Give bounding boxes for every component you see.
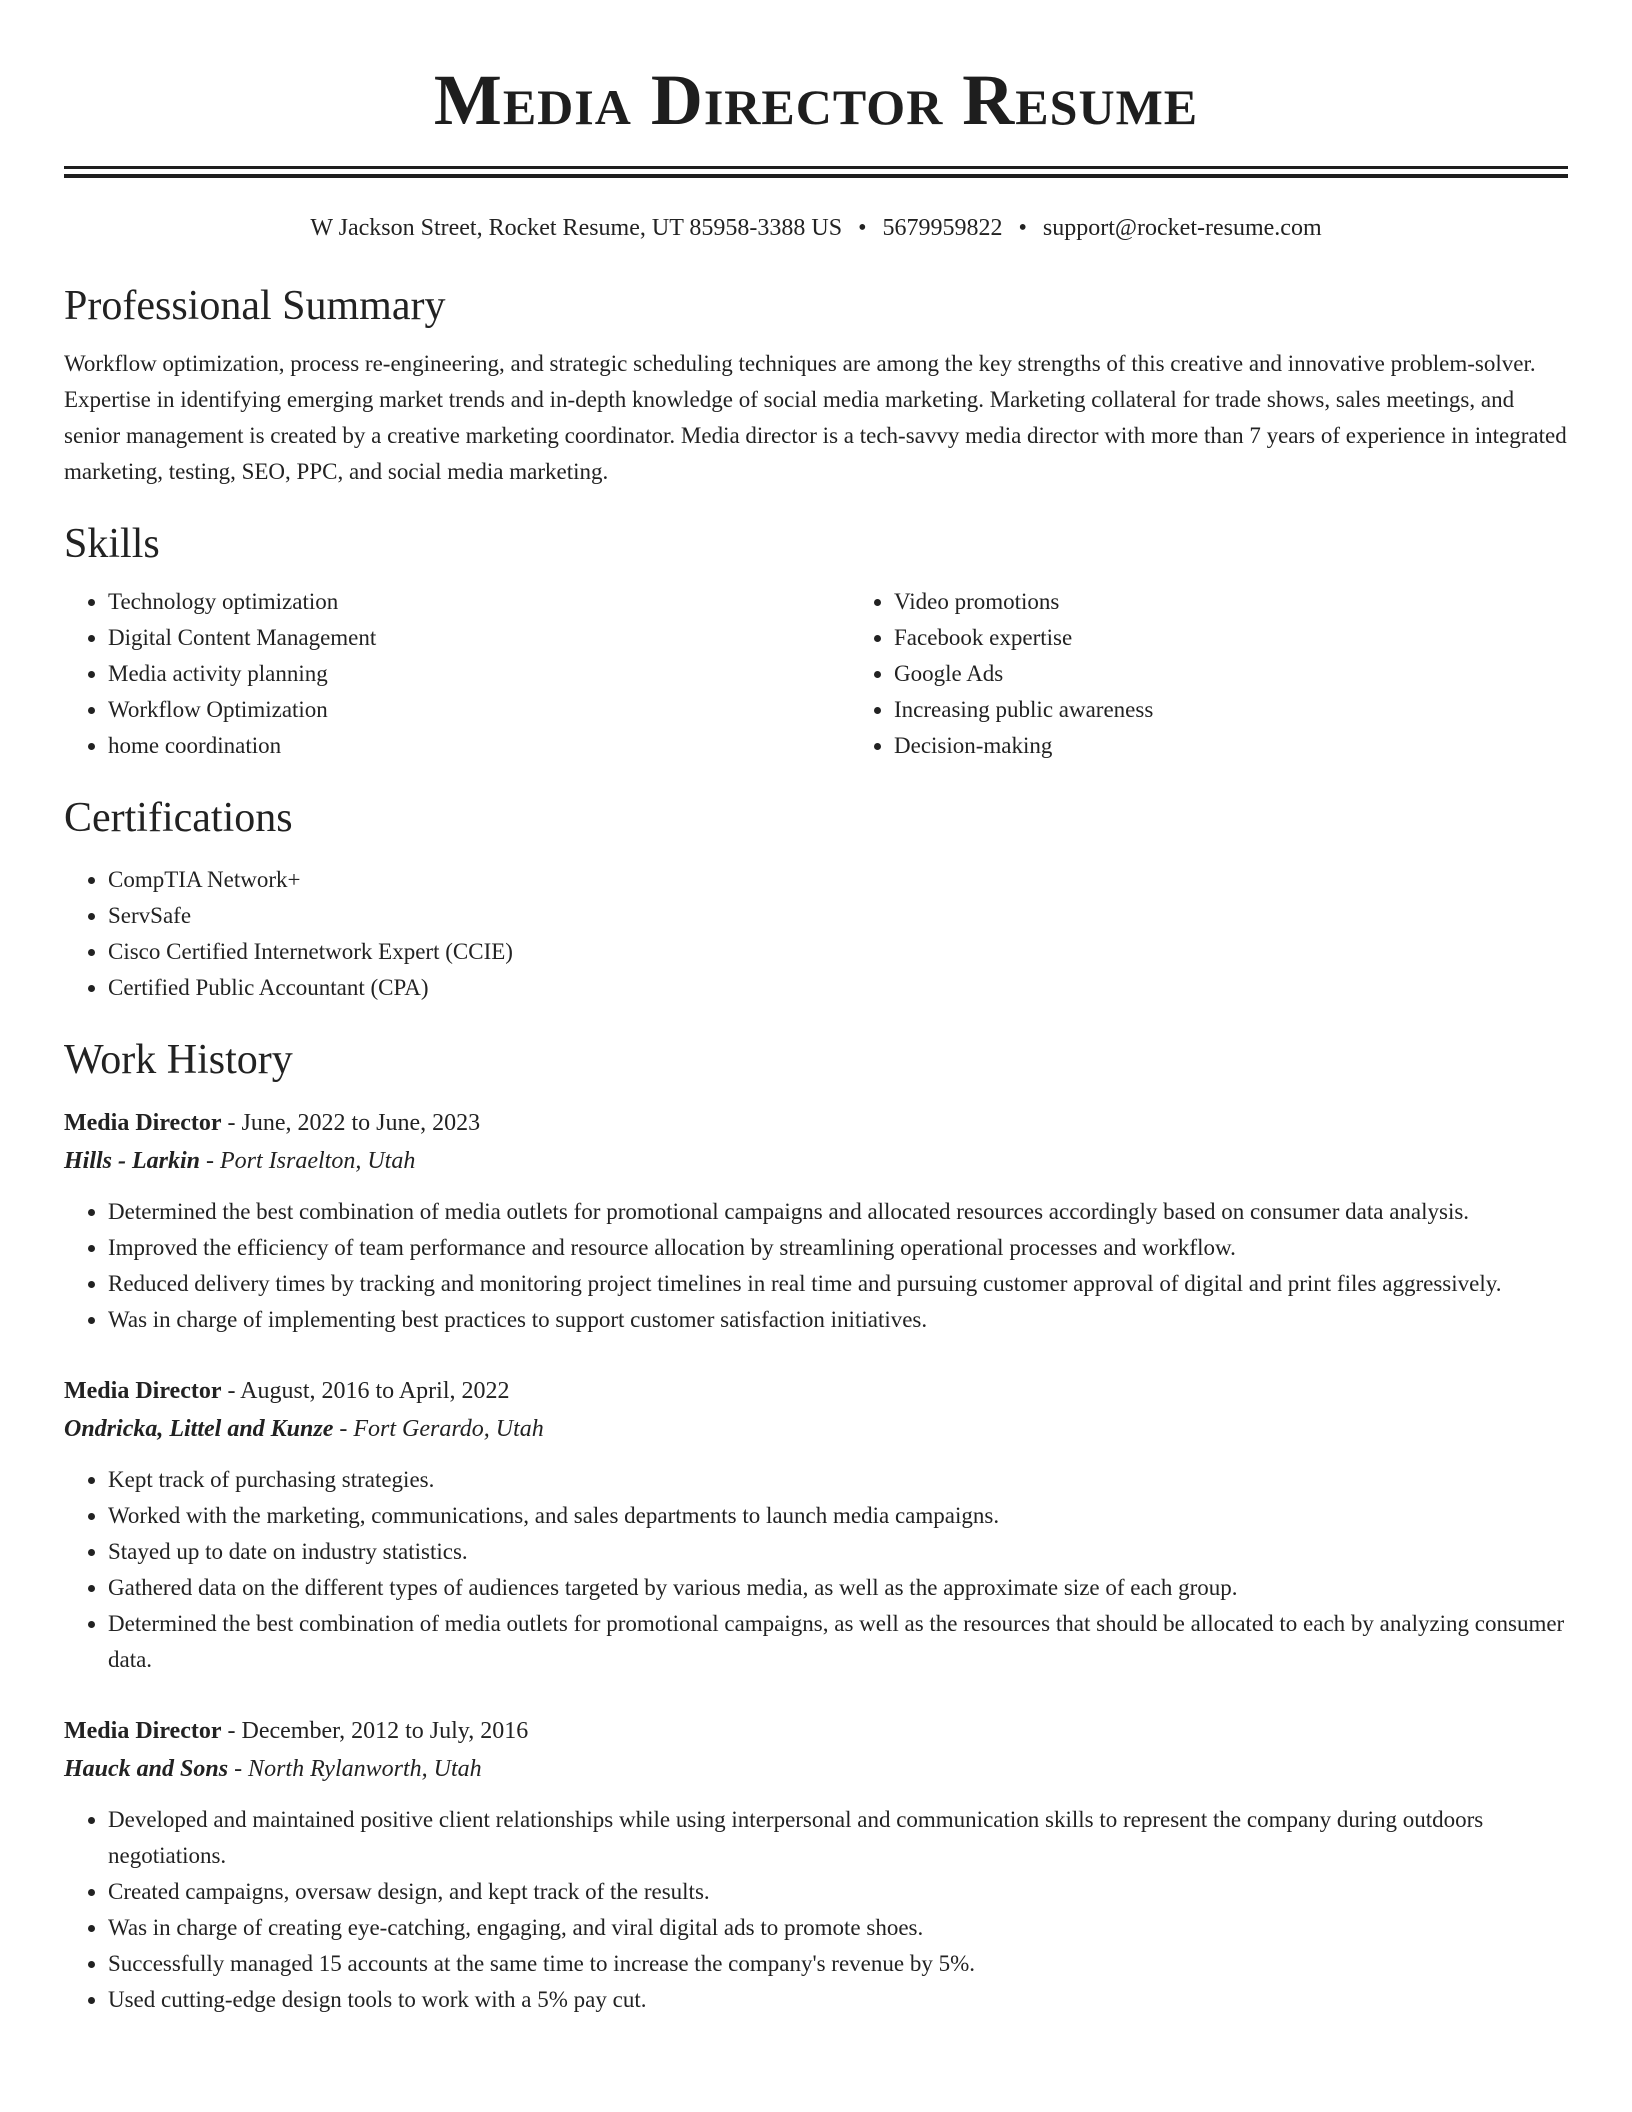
job-title: Media Director — [64, 1378, 222, 1404]
job-bullet: • Reduced delivery times by tracking and monitoring project timelines in real time and pursuing customer approval of digital and print files aggressively. — [108, 1266, 1568, 1302]
contact-phone: 5679959822 — [882, 215, 1003, 241]
job-bullet: • Improved the efficiency of team performance and resource allocation by streamlining operational processes and workflow. — [108, 1230, 1568, 1266]
job-location: - North Rylanworth, Utah — [228, 1756, 482, 1782]
job-bullet: • Was in charge of creating eye-catching, engaging, and viral digital ads to promote shoes. — [108, 1910, 1568, 1946]
job-bullet: • Developed and maintained positive client relationships while using interpersonal and communication skills to represent the company during outdoors negotiations. — [108, 1802, 1568, 1874]
job-bullet: • Successfully managed 15 accounts at the same time to increase the company's revenue by 5%. — [108, 1946, 1568, 1982]
job-title: Media Director — [64, 1718, 222, 1744]
skill-item: • Increasing public awareness — [894, 692, 1632, 728]
skills-grid — [64, 584, 1568, 764]
certification-item: • Cisco Certified Internetwork Expert (CCIE) — [108, 934, 1568, 970]
certification-item: • ServSafe — [108, 898, 1568, 934]
skill-item: • Google Ads — [894, 656, 1632, 692]
job-location: - Fort Gerardo, Utah — [333, 1416, 544, 1442]
contact-email: support@rocket-resume.com — [1042, 215, 1322, 241]
section-heading-skills: Skills — [64, 521, 160, 567]
job-company: Ondricka, Littel and Kunze — [64, 1416, 334, 1442]
section-heading-summary: Professional Summary — [64, 283, 446, 329]
skill-item: • Video promotions — [894, 584, 1632, 620]
job-dates: - December, 2012 to July, 2016 — [221, 1718, 529, 1744]
job-bullet: • Was in charge of implementing best practices to support customer satisfaction initiatives. — [108, 1302, 1568, 1338]
job-bullet: • Worked with the marketing, communications, and sales departments to launch media campaigns. — [108, 1498, 1568, 1534]
section-heading-work-history: Work History — [64, 1037, 293, 1083]
section-heading-certifications: Certifications — [64, 795, 293, 841]
job-company-line — [64, 1750, 1568, 1788]
job-bullet: • Determined the best combination of media outlets for promotional campaigns and allocated resources accordingly based on consumer data analysis. — [108, 1194, 1568, 1230]
job-title-line — [64, 1104, 1568, 1142]
skill-item: • Technology optimization — [108, 584, 850, 620]
job-location: - Port Israelton, Utah — [200, 1148, 416, 1174]
job-bullet: • Created campaigns, oversaw design, and kept track of the results. — [108, 1874, 1568, 1910]
title-double-rule — [64, 166, 1568, 178]
job-company: Hills - Larkin — [64, 1148, 201, 1174]
certifications-list — [64, 862, 1568, 1006]
job-company-line — [64, 1142, 1568, 1180]
job-company-line — [64, 1410, 1568, 1448]
summary-text: Workflow optimization, process re-engineering, and strategic scheduling techniques are among the key strengths of this creative and innovative problem-solver. Expertise in identifying emerging market trends and in-depth knowledge of social media marketing. Marketing collateral for trade shows, sales meetings, and senior management is created by a creative marketing coordinator. Media director is a tech-savvy media director with more than 7 years of experience in integrated marketing, testing, SEO, PPC, and social media marketing. — [64, 351, 1567, 484]
skill-item: • Workflow Optimization — [108, 692, 850, 728]
job-entry — [64, 1712, 1568, 2018]
job-entry — [64, 1372, 1568, 1678]
job-dates: - August, 2016 to April, 2022 — [221, 1378, 510, 1404]
job-dates: - June, 2022 to June, 2023 — [221, 1110, 481, 1136]
skill-item: • Decision-making — [894, 728, 1632, 764]
skills-list-left — [64, 584, 850, 764]
contact-address: W Jackson Street, Rocket Resume, UT 85958-3388 US — [310, 215, 843, 241]
job-entry — [64, 1104, 1568, 1338]
skill-item: • Facebook expertise — [894, 620, 1632, 656]
job-company: Hauck and Sons — [64, 1756, 229, 1782]
contact-separator: • — [1018, 215, 1027, 241]
job-title-line — [64, 1372, 1568, 1410]
job-bullets — [64, 1194, 1568, 1338]
job-bullets — [64, 1802, 1568, 2018]
job-bullets — [64, 1462, 1568, 1678]
job-bullet: • Used cutting-edge design tools to work with a 5% pay cut. — [108, 1982, 1568, 2018]
resume-title: Media Director Resume — [433, 60, 1199, 140]
job-bullet: • Kept track of purchasing strategies. — [108, 1462, 1568, 1498]
job-title-line — [64, 1712, 1568, 1750]
certification-item: • Certified Public Accountant (CPA) — [108, 970, 1568, 1006]
skill-item: • home coordination — [108, 728, 850, 764]
skill-item: • Media activity planning — [108, 656, 850, 692]
job-bullet: • Determined the best combination of media outlets for promotional campaigns, as well as the resources that should be allocated to each by analyzing consumer data. — [108, 1606, 1568, 1678]
skills-list-right — [850, 584, 1632, 764]
certification-item: • CompTIA Network+ — [108, 862, 1568, 898]
contact-line — [64, 212, 1568, 244]
job-bullet: • Stayed up to date on industry statistics. — [108, 1534, 1568, 1570]
skill-item: • Digital Content Management — [108, 620, 850, 656]
job-bullet: • Gathered data on the different types of audiences targeted by various media, as well as the approximate size of each group. — [108, 1570, 1568, 1606]
contact-separator: • — [858, 215, 867, 241]
job-title: Media Director — [64, 1110, 222, 1136]
